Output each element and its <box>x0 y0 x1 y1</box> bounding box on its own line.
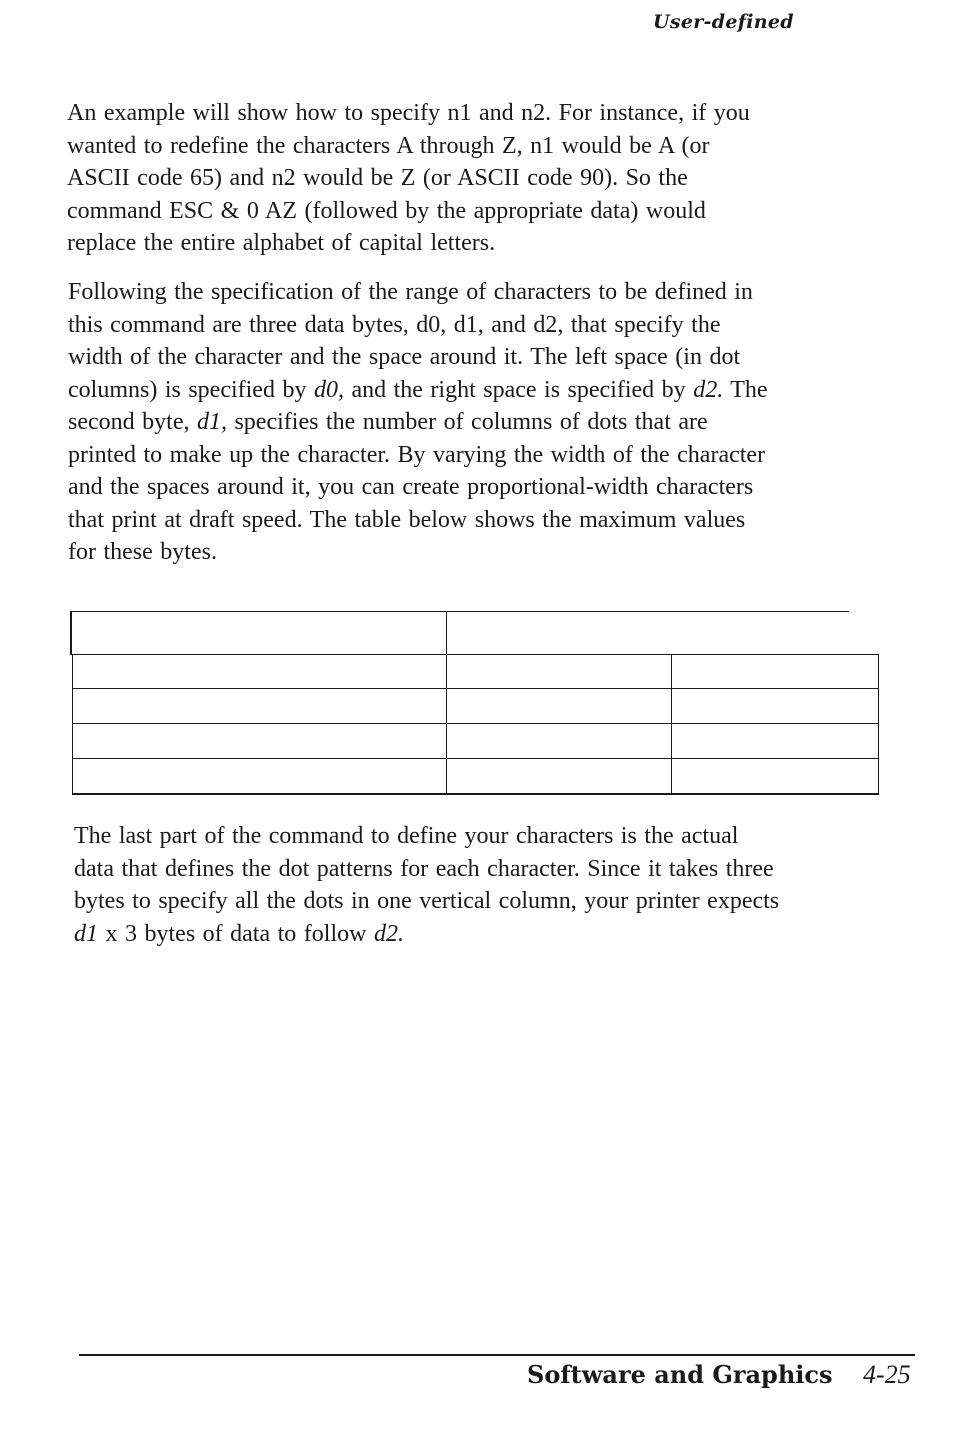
variable-d2: d2. <box>373 920 404 947</box>
paragraph-example-n1-n2 <box>67 97 867 260</box>
table-rule <box>72 723 879 724</box>
text-run: second byte, <box>68 409 197 435</box>
text-run: The <box>723 376 768 403</box>
variable-d1: d1 <box>74 920 98 947</box>
table-rule <box>878 654 879 795</box>
max-values-table <box>70 611 880 796</box>
text-line: ASCII code 65) and n2 would be Z (or ASCII code 90). So the <box>67 165 688 191</box>
table-rule <box>72 655 73 795</box>
text-run: specifies the number of columns of dots that are <box>226 409 708 435</box>
text-line: An example will show how to specify n1 and n2. For instance, if you <box>67 100 750 126</box>
variable-d0: d0, <box>313 376 344 403</box>
table-rule <box>70 611 72 655</box>
variable-d1: d1, <box>196 409 227 435</box>
paragraph-data-bytes <box>68 276 898 569</box>
table-rule <box>72 688 879 689</box>
text-line <box>68 374 898 407</box>
paragraph-dot-patterns <box>74 820 904 950</box>
text-line: this command are three data bytes, d0, d1, and d2, that specify the <box>68 311 721 338</box>
text-run: columns) is specified by <box>68 376 314 403</box>
text-line: The last part of the command to define your characters is the actual <box>74 823 739 849</box>
text-line: replace the entire alphabet of capital letters. <box>67 230 496 256</box>
text-line: printed to make up the character. By varying the width of the character <box>68 441 766 468</box>
text-line: command ESC & 0 AZ (followed by the appropriate data) would <box>67 197 706 224</box>
table-rule <box>70 611 849 612</box>
text-run: x 3 bytes of data to follow <box>98 920 374 947</box>
text-line: Following the specification of the range of characters to be defined in <box>68 279 753 305</box>
text-line: width of the character and the space around it. The left space (in dot <box>68 344 741 370</box>
text-line: data that defines the dot patterns for each character. Since it takes three <box>74 855 774 882</box>
footer-rule <box>79 1354 915 1356</box>
text-line: for these bytes. <box>68 539 217 565</box>
page-number: 4-25 <box>863 1360 911 1389</box>
footer-section-title: Software and Graphics <box>527 1360 833 1389</box>
text-line: and the spaces around it, you can create proportional-width characters <box>68 474 754 500</box>
text-line: wanted to redefine the characters A through Z, n1 would be A (or <box>67 132 710 159</box>
table-rule <box>72 654 879 655</box>
table-rule <box>72 793 879 795</box>
text-run: and the right space is specified by <box>343 376 694 403</box>
variable-d2: d2. <box>693 376 724 403</box>
table-rule <box>72 758 879 759</box>
text-line <box>74 918 904 951</box>
table-rule <box>671 654 672 795</box>
text-line <box>68 406 898 439</box>
text-line: that print at draft speed. The table below shows the maximum values <box>68 506 746 533</box>
running-head: User-defined <box>653 11 794 33</box>
table-rule <box>446 611 447 795</box>
text-line: bytes to specify all the dots in one vertical column, your printer expects <box>74 888 780 914</box>
